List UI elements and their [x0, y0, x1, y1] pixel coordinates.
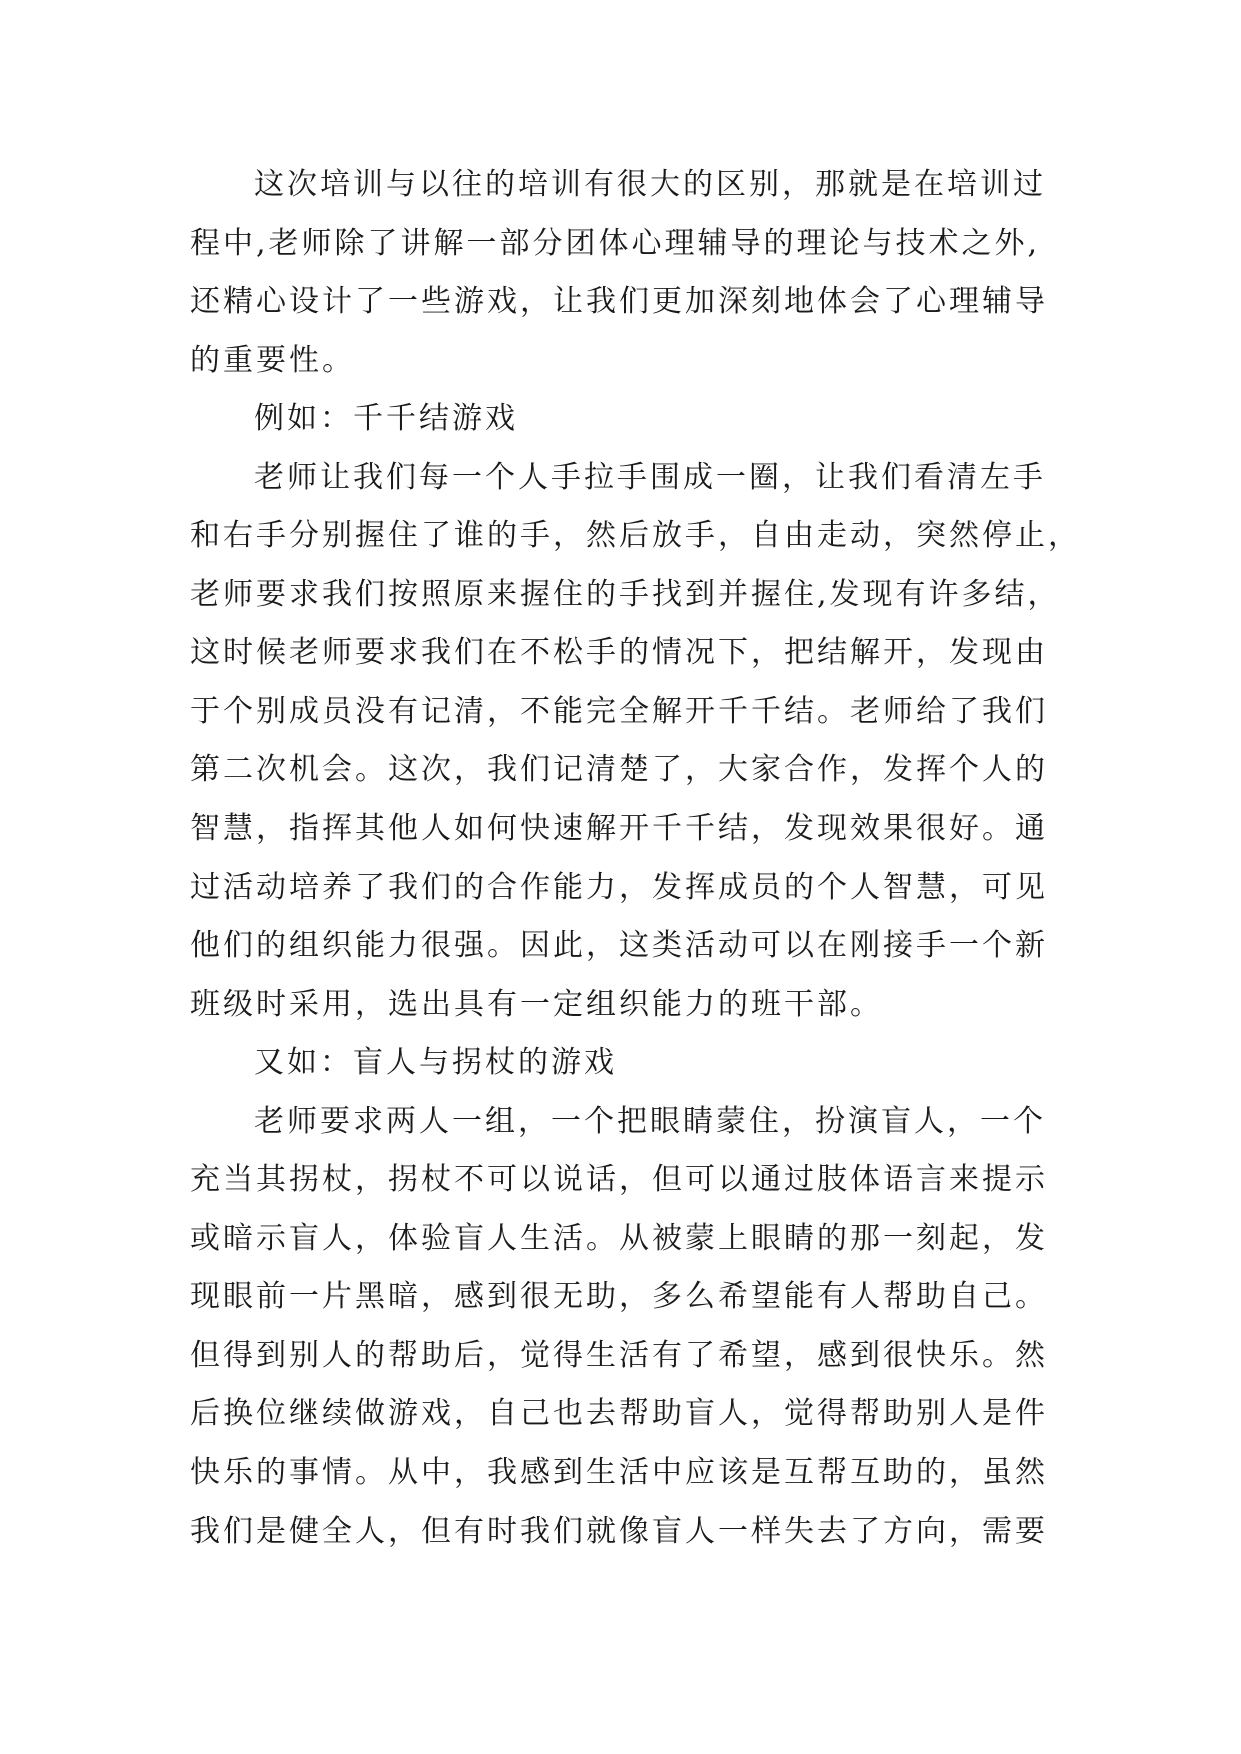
text-line: 智慧，指挥其他人如何快速解开千千结，发现效果很好。通	[190, 811, 1048, 847]
section-heading: 又如：盲人与拐杖的游戏	[254, 1045, 617, 1081]
text-line: 老师要求我们按照原来握住的手找到并握住,发现有许多结，	[190, 576, 1061, 612]
text-line: 的重要性。	[190, 342, 355, 378]
text-line: 还精心设计了一些游戏，让我们更加深刻地体会了心理辅导	[190, 284, 1048, 320]
text-line: 现眼前一片黑暗，感到很无助，多么希望能有人帮助自己。	[190, 1279, 1048, 1315]
text-line: 这时候老师要求我们在不松手的情况下，把结解开，发现由	[190, 635, 1048, 671]
text-line: 于个别成员没有记清，不能完全解开千千结。老师给了我们	[190, 693, 1048, 729]
text-line: 老师让我们每一个人手拉手围成一圈，让我们看清左手	[254, 459, 1046, 495]
text-line: 过活动培养了我们的合作能力，发挥成员的个人智慧，可见	[190, 869, 1048, 905]
text-line: 我们是健全人，但有时我们就像盲人一样失去了方向，需要	[190, 1513, 1048, 1549]
text-line: 程中,老师除了讲解一部分团体心理辅导的理论与技术之外,	[190, 225, 1041, 261]
text-line: 老师要求两人一组，一个把眼睛蒙住，扮演盲人，一个	[254, 1103, 1046, 1139]
text-line: 班级时采用，选出具有一定组织能力的班干部。	[190, 986, 883, 1022]
body-text	[190, 156, 1090, 1561]
text-line: 和右手分别握住了谁的手，然后放手，自由走动，突然停止，	[190, 518, 1081, 554]
text-line: 他们的组织能力很强。因此，这类活动可以在刚接手一个新	[190, 928, 1048, 964]
text-line: 这次培训与以往的培训有很大的区别，那就是在培训过	[254, 167, 1046, 202]
text-line: 后换位继续做游戏，自己也去帮助盲人，觉得帮助别人是件	[190, 1396, 1048, 1432]
text-line: 或暗示盲人，体验盲人生活。从被蒙上眼睛的那一刻起，发	[190, 1220, 1048, 1256]
text-line: 但得到别人的帮助后，觉得生活有了希望，感到很快乐。然	[190, 1337, 1048, 1373]
text-line: 第二次机会。这次，我们记清楚了，大家合作，发挥个人的	[190, 752, 1048, 788]
text-line: 充当其拐杖，拐杖不可以说话，但可以通过肢体语言来提示	[190, 1162, 1048, 1198]
section-heading: 例如：千千结游戏	[254, 401, 518, 437]
text-line: 快乐的事情。从中，我感到生活中应该是互帮互助的，虽然	[190, 1455, 1048, 1491]
